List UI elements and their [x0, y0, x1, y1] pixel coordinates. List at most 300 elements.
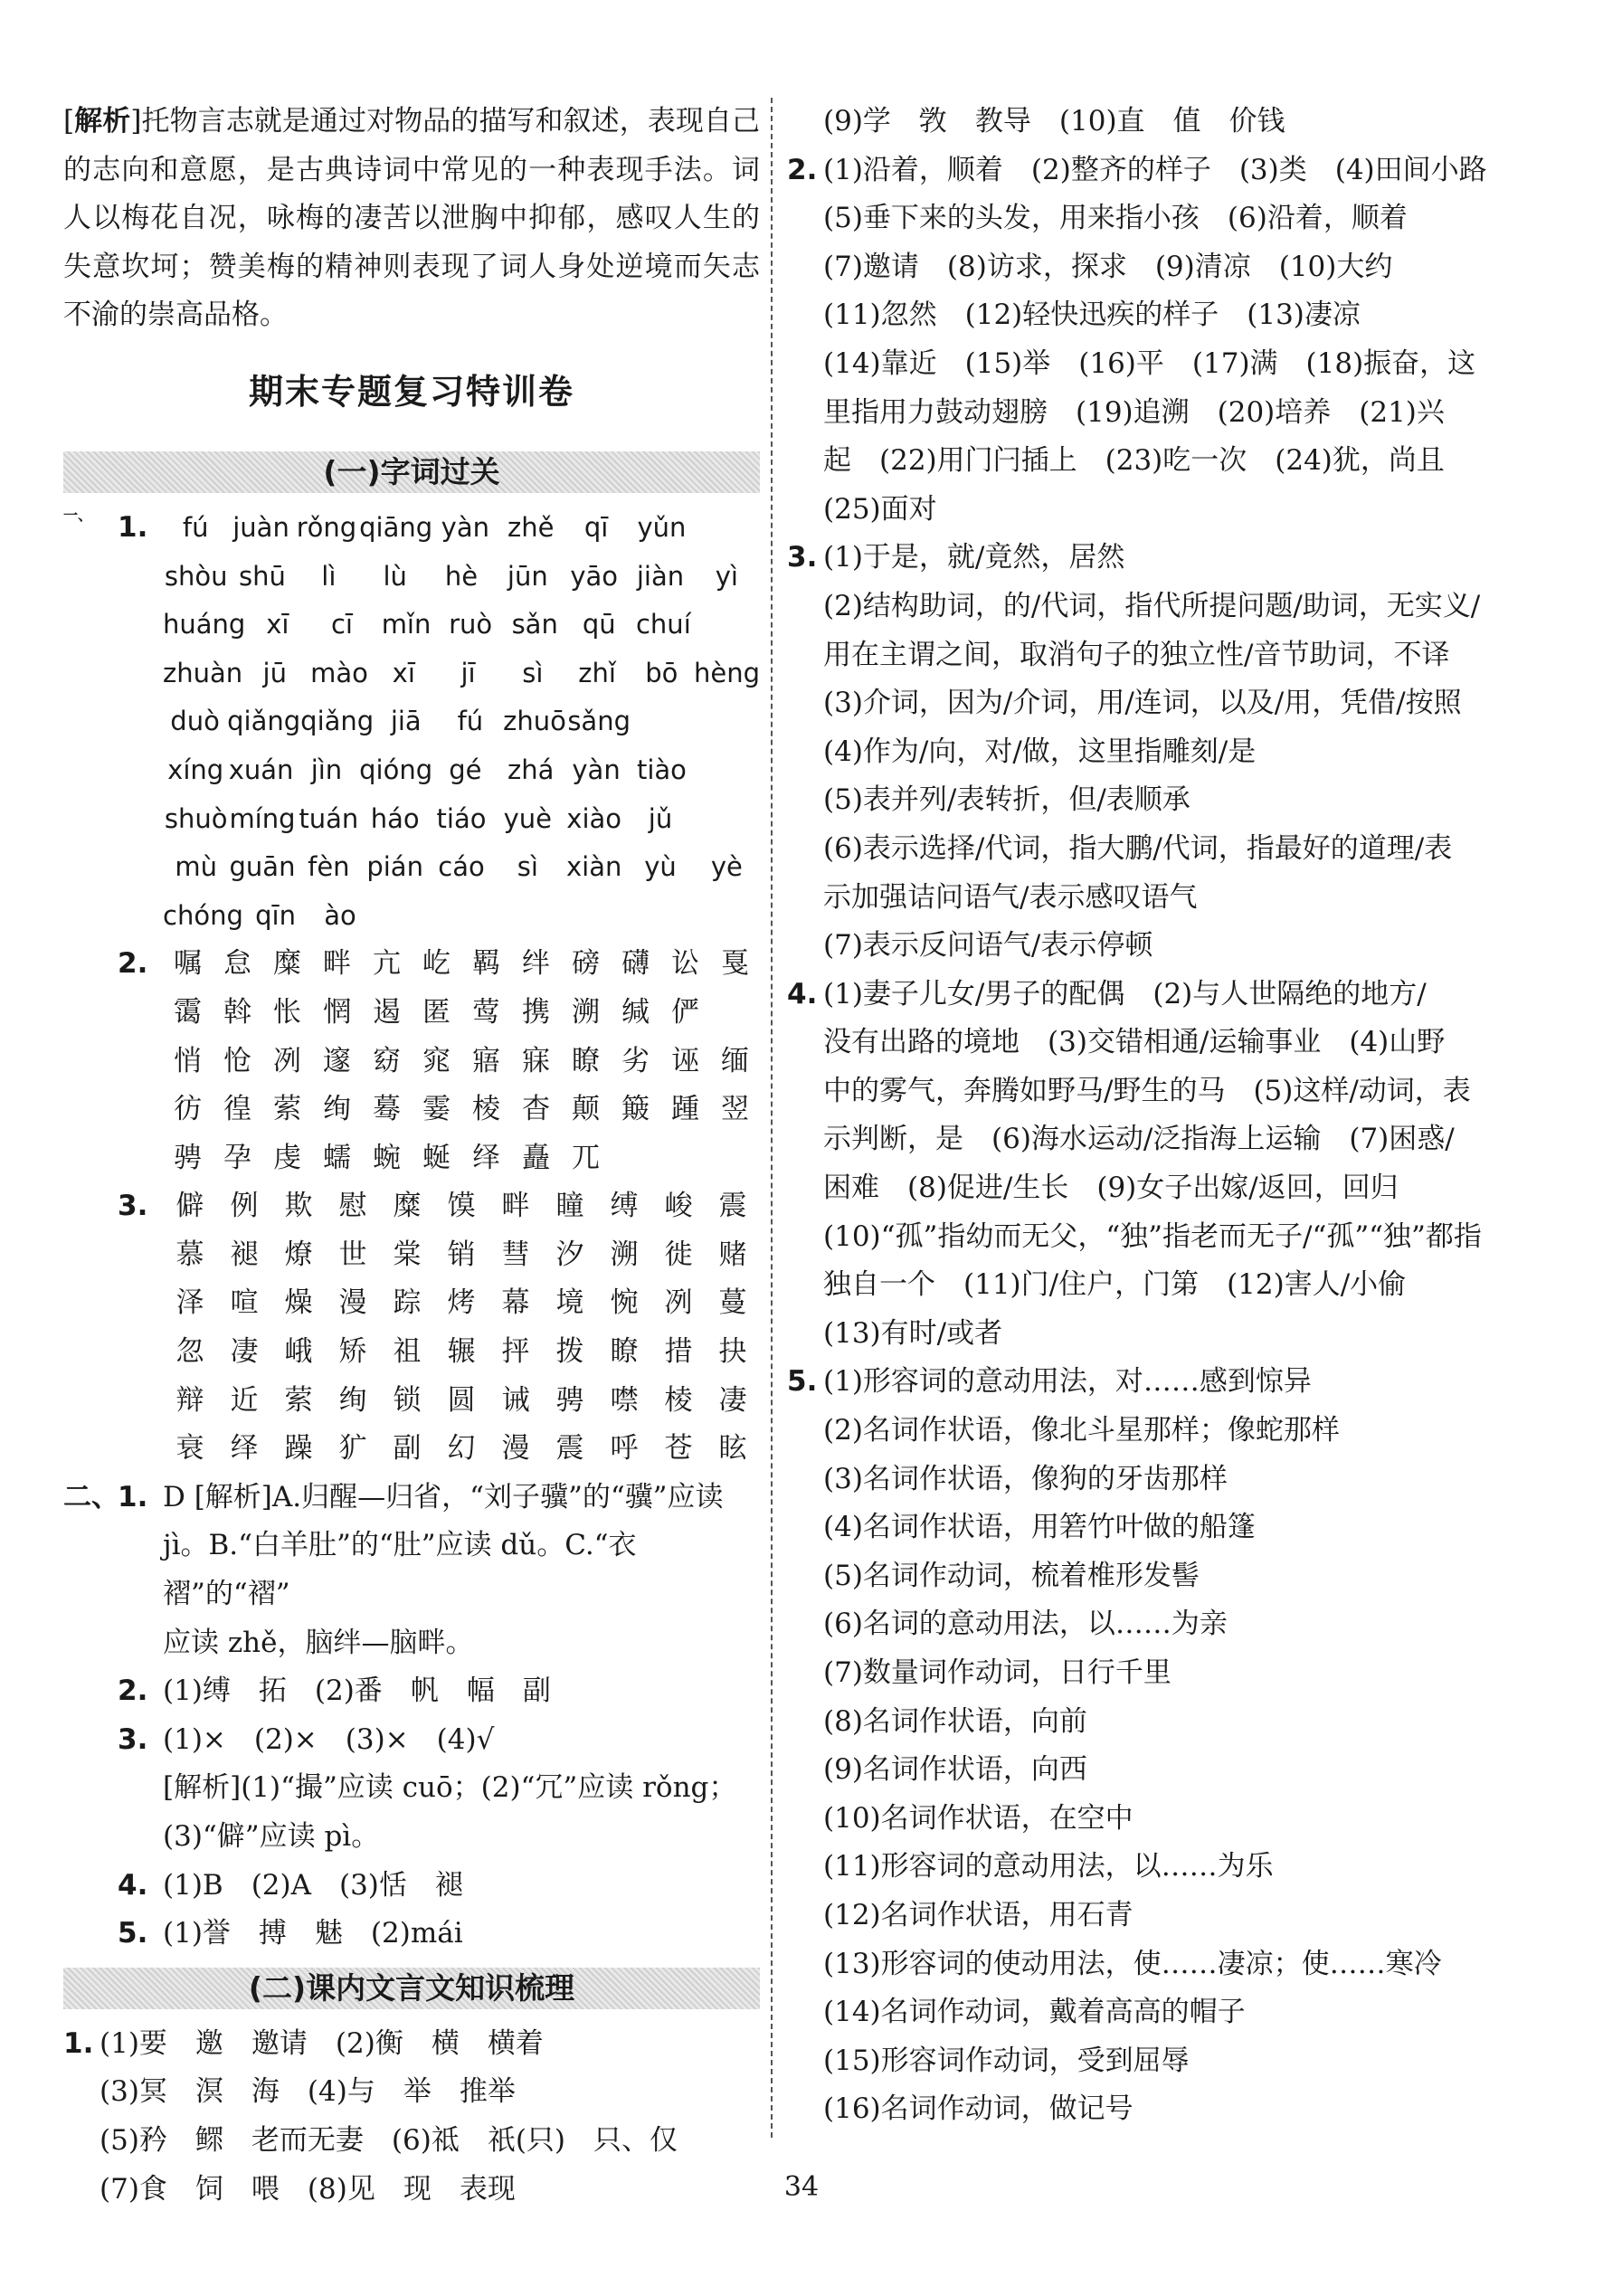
grid-cell: xiào [566, 802, 622, 834]
grid-cell: 瞭 [572, 1044, 600, 1077]
answer-text: (7)邀请 (8)访求，探求 (9)清凉 (10)大约 [823, 250, 1393, 283]
grid-cell: duò [170, 706, 220, 737]
grid-cell: 惘 [323, 995, 351, 1029]
hanzi-grid-3 [63, 1182, 760, 1474]
answer-line [787, 971, 1493, 1020]
column-divider [771, 98, 773, 2138]
grid-cell: 蔓 [718, 1286, 747, 1320]
grid-cell: fú [457, 706, 484, 737]
answer-line: (7)食 饲 喂 (8)见 现 表现 [100, 2172, 516, 2206]
grid-cell: guān [229, 851, 296, 883]
answer-text: 中的雾气，奔腾如野马/野生的马 (5)这样/动词，表 [823, 1074, 1471, 1107]
grid-cell: 畔 [323, 947, 351, 981]
grid-cell: 骋 [555, 1383, 584, 1417]
answer-line [787, 1600, 1493, 1649]
grid-cell: 抨 [501, 1335, 530, 1369]
grid-cell: qū [582, 609, 616, 640]
answer-text: (2)名词作状语，像北斗星那样；像蛇那样 [823, 1414, 1340, 1447]
grid-cell: 孕 [223, 1141, 251, 1174]
grid-cell: 瞭 [610, 1335, 639, 1369]
grid-cell: 辗 [447, 1335, 476, 1369]
grid-row [63, 843, 760, 892]
answer-line [787, 631, 1493, 680]
grid-cell: 绚 [323, 1093, 351, 1126]
question-group-2 [63, 1474, 760, 1959]
grid-cell: 徙 [664, 1238, 693, 1271]
grid-cell: qiāng [359, 511, 433, 543]
answer-line [787, 98, 1493, 147]
answer-text: (6)表示选择/代词，指大鹏/代词，指最好的道理/表 [823, 831, 1453, 865]
answer-text: (1)妻子儿女/男子的配偶 (2)与人世隔绝的地方/ [823, 977, 1427, 1010]
grid-cell: 寐 [522, 1044, 550, 1077]
grid-cell: 眩 [718, 1432, 747, 1466]
answer-text: (2)结构助词，的/代词，指代所提问题/助词，无实义/ [823, 589, 1481, 622]
grid-cell: 踵 [671, 1093, 699, 1126]
answer-number: 3. [118, 1722, 148, 1756]
grid-cell: juàn [232, 511, 289, 543]
grid-cell: sǎng [567, 706, 631, 737]
answer-text: (3)介词，因为/介词，用/连词，以及/用，凭借/按照 [823, 687, 1462, 720]
grid-cell: 犷 [338, 1432, 367, 1466]
grid-row [63, 697, 760, 746]
grid-cell: 泽 [175, 1286, 204, 1320]
analysis-tag: 解析 [74, 105, 131, 138]
answer-line: (3)“僻”应读 pì。 [163, 1820, 380, 1853]
grid-cell: xíng [167, 754, 224, 785]
answer-text: (7)表示反问语气/表示停顿 [823, 929, 1153, 963]
grid-cell: shuò [164, 802, 228, 834]
grid-cell: 衰 [175, 1432, 204, 1466]
grid-cell: 销 [447, 1238, 476, 1271]
grid-cell: 杳 [522, 1093, 550, 1126]
answer-text: (8)名词作状语，向前 [823, 1704, 1087, 1738]
answer-text: (9)名词作状语，向西 [823, 1753, 1087, 1787]
grid-cell: 磅 [572, 947, 600, 981]
grid-cell: 汐 [555, 1238, 584, 1271]
question-number: 2. [118, 947, 148, 981]
grid-cell: pián [366, 851, 423, 883]
answer-number: 5. [787, 1365, 818, 1399]
right-column [787, 98, 1493, 2134]
grid-row [63, 1425, 760, 1474]
grid-cell: jìn [310, 754, 343, 785]
grid-cell: 燥 [284, 1286, 313, 1320]
grid-cell: 措 [664, 1335, 693, 1369]
answer-number: 1. [63, 2026, 94, 2060]
grid-cell: jūn [507, 560, 548, 592]
grid-cell: 嘱 [174, 947, 202, 981]
answer-line [787, 389, 1493, 438]
grid-cell: shòu [164, 560, 228, 592]
grid-cell: 邃 [323, 1044, 351, 1077]
grid-cell: 怠 [223, 947, 251, 981]
grid-cell: yàn [572, 754, 621, 785]
answer-text: (14)名词作动词，戴着高高的帽子 [823, 1996, 1246, 2029]
grid-cell: yù [644, 851, 677, 883]
question-number: 3. [118, 1190, 148, 1223]
grid-cell: 矗 [522, 1141, 550, 1174]
grid-cell: xī [392, 657, 415, 688]
answer-line [787, 534, 1493, 583]
grid-cell: 溯 [610, 1238, 639, 1271]
section-title: (一)字词过关 [323, 453, 500, 489]
grid-cell: 幕 [501, 1286, 530, 1320]
grid-row [63, 892, 760, 941]
answer-line [787, 147, 1493, 195]
answer-line: (1)誉 搏 魅 (2)mái [163, 1917, 463, 1950]
answer-line [787, 1940, 1493, 1989]
grid-cell: 绊 [522, 947, 550, 981]
answer-text: (10)“孤”指幼而无父，“独”指老而无子/“孤”“独”都指 [823, 1219, 1482, 1253]
grid-cell: 怆 [223, 1044, 251, 1077]
grid-cell: 翌 [721, 1093, 749, 1126]
grid-cell: sǎn [511, 609, 558, 640]
grid-row [63, 1038, 760, 1086]
grid-cell: chóng [163, 899, 243, 931]
answer-line [787, 1115, 1493, 1164]
answer-line: (1)缚 拓 (2)番 帆 幅 副 [163, 1675, 551, 1708]
grid-row [63, 1328, 760, 1377]
grid-cell: rǒng [296, 511, 357, 543]
answer-text: (5)表并列/表转折，但/表顺承 [823, 783, 1190, 817]
answer-text: 困难 (8)促进/生长 (9)女子出嫁/返回，回归 [823, 1172, 1399, 1205]
answer-text: 示加强诘问语气/表示感叹语气 [823, 880, 1198, 914]
grid-cell: zhuō [503, 706, 566, 737]
answer-line [787, 1019, 1493, 1067]
answer-line [787, 1407, 1493, 1456]
answer-2-5 [63, 1910, 760, 1959]
answer-text: (12)名词作状语，用石青 [823, 1898, 1133, 1931]
answer-number: 1. [118, 1480, 148, 1513]
grid-cell: 峻 [664, 1190, 693, 1223]
grid-cell: 慕 [175, 1238, 204, 1271]
answer-line [787, 1988, 1493, 2037]
grid-cell: 踪 [393, 1286, 422, 1320]
grid-cell: 畔 [501, 1190, 530, 1223]
section-header-vocab [63, 451, 760, 493]
grid-cell: 呼 [610, 1432, 639, 1466]
grid-cell: 屹 [422, 947, 451, 981]
answer-number: 2. [118, 1675, 148, 1708]
grid-cell: mào [310, 657, 368, 688]
grid-cell: 蓦 [373, 1093, 401, 1126]
grid-cell: 礴 [621, 947, 650, 981]
answer-number: 5. [118, 1917, 148, 1950]
grid-cell: 祖 [393, 1335, 422, 1369]
answer-text: 示判断，是 (6)海水运动/泛指海上运输 (7)困惑/ [823, 1123, 1455, 1156]
grid-cell: 缄 [621, 995, 650, 1029]
answer-text: (11)形容词的意动用法，以……为乐 [823, 1850, 1274, 1883]
grid-cell: 萦 [284, 1383, 313, 1417]
answer-text: (1)形容词的意动用法，对……感到惊异 [823, 1365, 1312, 1399]
answer-text: (1)于是，就/竟然，居然 [823, 541, 1125, 574]
grid-cell: lì [321, 560, 337, 592]
grid-cell: xī [266, 609, 289, 640]
answer-text: 起 (22)用门闩插上 (23)吃一次 (24)犹，尚且 [823, 444, 1445, 478]
grid-cell: sì [522, 657, 544, 688]
grid-row [63, 1279, 760, 1328]
grid-cell: 兀 [572, 1141, 600, 1174]
answer-text: (14)靠近 (15)举 (16)平 (17)满 (18)振奋，这 [823, 346, 1476, 380]
grid-cell: 骋 [174, 1141, 202, 1174]
grid-cell: 斡 [223, 995, 251, 1029]
grid-cell: 棠 [393, 1238, 422, 1271]
grid-row [63, 989, 760, 1038]
grid-cell: zhá [507, 754, 555, 785]
answer-number: 4. [118, 1868, 148, 1902]
grid-row [63, 795, 760, 844]
grid-cell: hèng [693, 657, 760, 688]
answer-text: (5)垂下来的头发，用来指小孩 (6)沿着，顺着 [823, 202, 1408, 235]
grid-cell: jiā [390, 706, 422, 737]
answer-line [787, 1164, 1493, 1213]
answer-text: (11)忽然 (12)轻快迅疾的样子 (13)凄凉 [823, 299, 1361, 332]
grid-cell: jǔ [648, 802, 673, 834]
grid-cell: 喧 [230, 1286, 259, 1320]
grid-cell: 冽 [273, 1044, 301, 1077]
answer-number: 3. [787, 541, 818, 574]
grid-cell: 躁 [284, 1432, 313, 1466]
grid-cell: qióng [359, 754, 433, 785]
answer-line [787, 583, 1493, 631]
grid-cell: tiáo [436, 802, 487, 834]
answer-line: (5)矜 鳏 老而无妻 (6)祗 祇(只) 只、仅 [100, 2123, 678, 2157]
answer-text: 没有出路的境地 (3)交错相通/运输事业 (4)山野 [823, 1026, 1446, 1059]
grid-cell: 凄 [230, 1335, 259, 1369]
intro-text: [解析]托物言志就是通过对物品的描写和叙述，表现自己的志向和意愿，是古典诗词中常见的一种表现手法。词人以梅花自况，咏梅的凄苦以泄胸中抑郁，感叹人生的失意坎坷；赞美梅的精神则表现了词人身处逆境而矢志不渝的崇高品格。 [63, 105, 761, 332]
grid-cell: 簸 [621, 1093, 650, 1126]
grid-cell: 糜 [273, 947, 301, 981]
grid-cell: 冽 [664, 1286, 693, 1320]
answer-line [787, 1649, 1493, 1698]
grid-cell: 棱 [664, 1383, 693, 1417]
answer-text: (13)形容词的使动用法，使……凄凉；使……寒冷 [823, 1947, 1442, 1980]
question-group-1 [63, 504, 760, 1474]
grid-row [63, 1182, 760, 1231]
grid-cell: 蠕 [323, 1141, 351, 1174]
grid-cell: 彷 [174, 1093, 202, 1126]
grid-cell: 颠 [572, 1093, 600, 1126]
grid-cell: 诬 [671, 1044, 699, 1077]
intro-paragraph [63, 98, 760, 340]
grid-cell: qiǎng [300, 706, 375, 737]
grid-cell: gé [449, 754, 482, 785]
grid-cell: cáo [438, 851, 485, 883]
answer-line [787, 776, 1493, 825]
grid-cell: 萦 [273, 1093, 301, 1126]
answer-line [787, 728, 1493, 777]
answer-2-3-note [63, 1764, 760, 1861]
grid-cell: tiào [636, 754, 687, 785]
answer-line [787, 1504, 1493, 1552]
answer-text: (5)名词作动词，梳着椎形发髻 [823, 1559, 1200, 1592]
answer-line [787, 1310, 1493, 1359]
grid-cell: mǐn [381, 609, 432, 640]
grid-row [63, 1377, 760, 1426]
grid-cell: 寤 [472, 1044, 500, 1077]
grid-cell: 欺 [284, 1190, 313, 1223]
answer-line [787, 243, 1493, 292]
grid-cell: huáng [163, 609, 246, 640]
grid-cell: háo [370, 802, 420, 834]
grid-cell: 赌 [718, 1238, 747, 1271]
grid-cell: 劣 [621, 1044, 650, 1077]
group-label: 二、 [63, 1480, 119, 1513]
answer-line [787, 1698, 1493, 1747]
grid-cell: 馍 [447, 1190, 476, 1223]
answer-line [787, 1746, 1493, 1795]
hanzi-grid-2 [63, 940, 760, 1182]
grid-cell: 霎 [422, 1093, 451, 1126]
grid-cell: 僻 [175, 1190, 204, 1223]
grid-cell: 峨 [284, 1335, 313, 1369]
grid-cell: 莺 [472, 995, 500, 1029]
grid-cell: 苍 [664, 1432, 693, 1466]
grid-cell: 拨 [555, 1335, 584, 1369]
grid-cell: lù [383, 560, 407, 592]
answer-line [787, 437, 1493, 486]
grid-cell: fèn [308, 851, 350, 883]
grid-cell: jī [460, 657, 476, 688]
answer-line [787, 2037, 1493, 2086]
grid-cell: yì [715, 560, 738, 592]
answer-number: 2. [787, 153, 818, 186]
grid-cell: zhě [507, 511, 555, 543]
grid-cell: zhǐ [578, 657, 616, 688]
grid-cell: 怅 [273, 995, 301, 1029]
grid-cell: 境 [555, 1286, 584, 1320]
grid-cell: qīn [255, 899, 296, 931]
grid-cell: 糜 [393, 1190, 422, 1223]
answer-text: (15)形容词作动词，受到屈辱 [823, 2044, 1190, 2077]
grid-cell: 缚 [610, 1190, 639, 1223]
grid-cell: jiàn [636, 560, 685, 592]
left-column [63, 98, 760, 2214]
grid-cell: 诫 [501, 1383, 530, 1417]
grid-cell: zhuàn [163, 657, 243, 688]
grid-cell: 幻 [447, 1432, 476, 1466]
grid-row [63, 553, 760, 602]
answer-line [787, 2085, 1493, 2134]
grid-cell: 徨 [223, 1093, 251, 1126]
grid-cell: 霭 [174, 995, 202, 1029]
grid-cell: sì [517, 851, 538, 883]
grid-cell: 烤 [447, 1286, 476, 1320]
answer-text: (1)沿着，顺着 (2)整齐的样子 (3)类 (4)田间小路 [823, 153, 1487, 186]
answer-line [787, 1213, 1493, 1262]
answer-line [787, 1843, 1493, 1892]
grid-cell: chuí [635, 609, 691, 640]
group-label: 一、 [63, 506, 93, 524]
grid-cell: yè [710, 851, 743, 883]
grid-row [63, 601, 760, 650]
answer-2-1 [63, 1474, 760, 1667]
answer-line: D [解析]A.归醒—归省，“刘子骥”的“骥”应读 [163, 1480, 724, 1513]
grid-cell: 遏 [373, 995, 401, 1029]
grid-cell: xiàn [565, 851, 622, 883]
grid-row [63, 650, 760, 698]
section-title: (二)课内文言文知识梳理 [248, 1969, 575, 2006]
grid-cell: yuè [503, 802, 553, 834]
grid-cell: fú [182, 511, 209, 543]
grid-cell: míng [229, 802, 296, 834]
answer-line [787, 1358, 1493, 1407]
grid-cell: yǔn [637, 511, 687, 543]
answer-line [787, 922, 1493, 971]
grid-cell: 绎 [230, 1432, 259, 1466]
grid-cell: 锁 [393, 1383, 422, 1417]
grid-cell: 戛 [721, 947, 749, 981]
answer-line: [解析](1)“撮”应读 cuō；(2)“冗”应读 rǒng； [163, 1771, 737, 1805]
answer-line [787, 1456, 1493, 1504]
grid-cell: bō [645, 657, 678, 688]
grid-cell: yāo [570, 560, 618, 592]
grid-cell: 忽 [175, 1335, 204, 1369]
grid-cell: 副 [393, 1432, 422, 1466]
grid-cell: 绎 [472, 1141, 500, 1174]
answer-number: 4. [787, 977, 818, 1010]
answer-text: (16)名词作动词，做记号 [823, 2092, 1133, 2126]
grid-row [63, 746, 760, 795]
grid-cell: 瞳 [555, 1190, 584, 1223]
grid-row [63, 504, 760, 553]
grid-cell: 讼 [671, 947, 699, 981]
grid-cell: 抉 [718, 1335, 747, 1369]
grid-cell: 蜿 [373, 1141, 401, 1174]
answer-line [787, 486, 1493, 535]
grid-cell: 辩 [175, 1383, 204, 1417]
grid-cell: tuán [299, 802, 359, 834]
grid-cell: 匿 [422, 995, 451, 1029]
answer-text: (10)名词作状语，在空中 [823, 1801, 1133, 1835]
answer-line [787, 194, 1493, 243]
answer-line [787, 340, 1493, 389]
answer-line: (1)× (2)× (3)× (4)√ [163, 1722, 495, 1756]
grid-cell: 噤 [610, 1383, 639, 1417]
answer-2-3 [63, 1716, 760, 1765]
grid-cell: 绚 [338, 1383, 367, 1417]
grid-cell: 羁 [472, 947, 500, 981]
grid-cell: 俨 [671, 995, 699, 1029]
answer-text: (7)数量词作动词，日行千里 [823, 1656, 1171, 1689]
grid-cell: 棱 [472, 1093, 500, 1126]
grid-cell: 彗 [501, 1238, 530, 1271]
grid-cell: 世 [338, 1238, 367, 1271]
grid-row [63, 940, 760, 989]
grid-cell: qī [583, 511, 609, 543]
answer-text: (4)作为/向，对/做，这里指雕刻/是 [823, 735, 1257, 768]
grid-cell: xuán [228, 754, 294, 785]
answer-line [787, 1795, 1493, 1844]
answer-text: (13)有时/或者 [823, 1316, 1003, 1350]
answer-text: (4)名词作状语，用箬竹叶做的船篷 [823, 1511, 1256, 1544]
answer-line [787, 825, 1493, 874]
grid-cell: 窕 [422, 1044, 451, 1077]
grid-cell: 漫 [501, 1432, 530, 1466]
pinyin-grid [63, 504, 760, 940]
answer-text: 独自一个 (11)门/住户，门第 (12)害人/小偷 [823, 1268, 1407, 1302]
answer-line: (3)冥 溟 海 (4)与 举 推举 [100, 2075, 516, 2109]
grid-cell: 亢 [373, 947, 401, 981]
grid-cell: 近 [230, 1383, 259, 1417]
grid-cell: 凄 [718, 1383, 747, 1417]
grid-cell: 褪 [230, 1238, 259, 1271]
answer-line: jì。B.“白羊肚”的“肚”应读 dǔ。C.“衣褶”的“褶” [163, 1529, 637, 1611]
grid-cell: 震 [718, 1190, 747, 1223]
answer-text: 用在主谓之间，取消句子的独立性/音节助词，不译 [823, 638, 1450, 671]
grid-cell: 震 [555, 1432, 584, 1466]
grid-cell: ruò [449, 609, 493, 640]
